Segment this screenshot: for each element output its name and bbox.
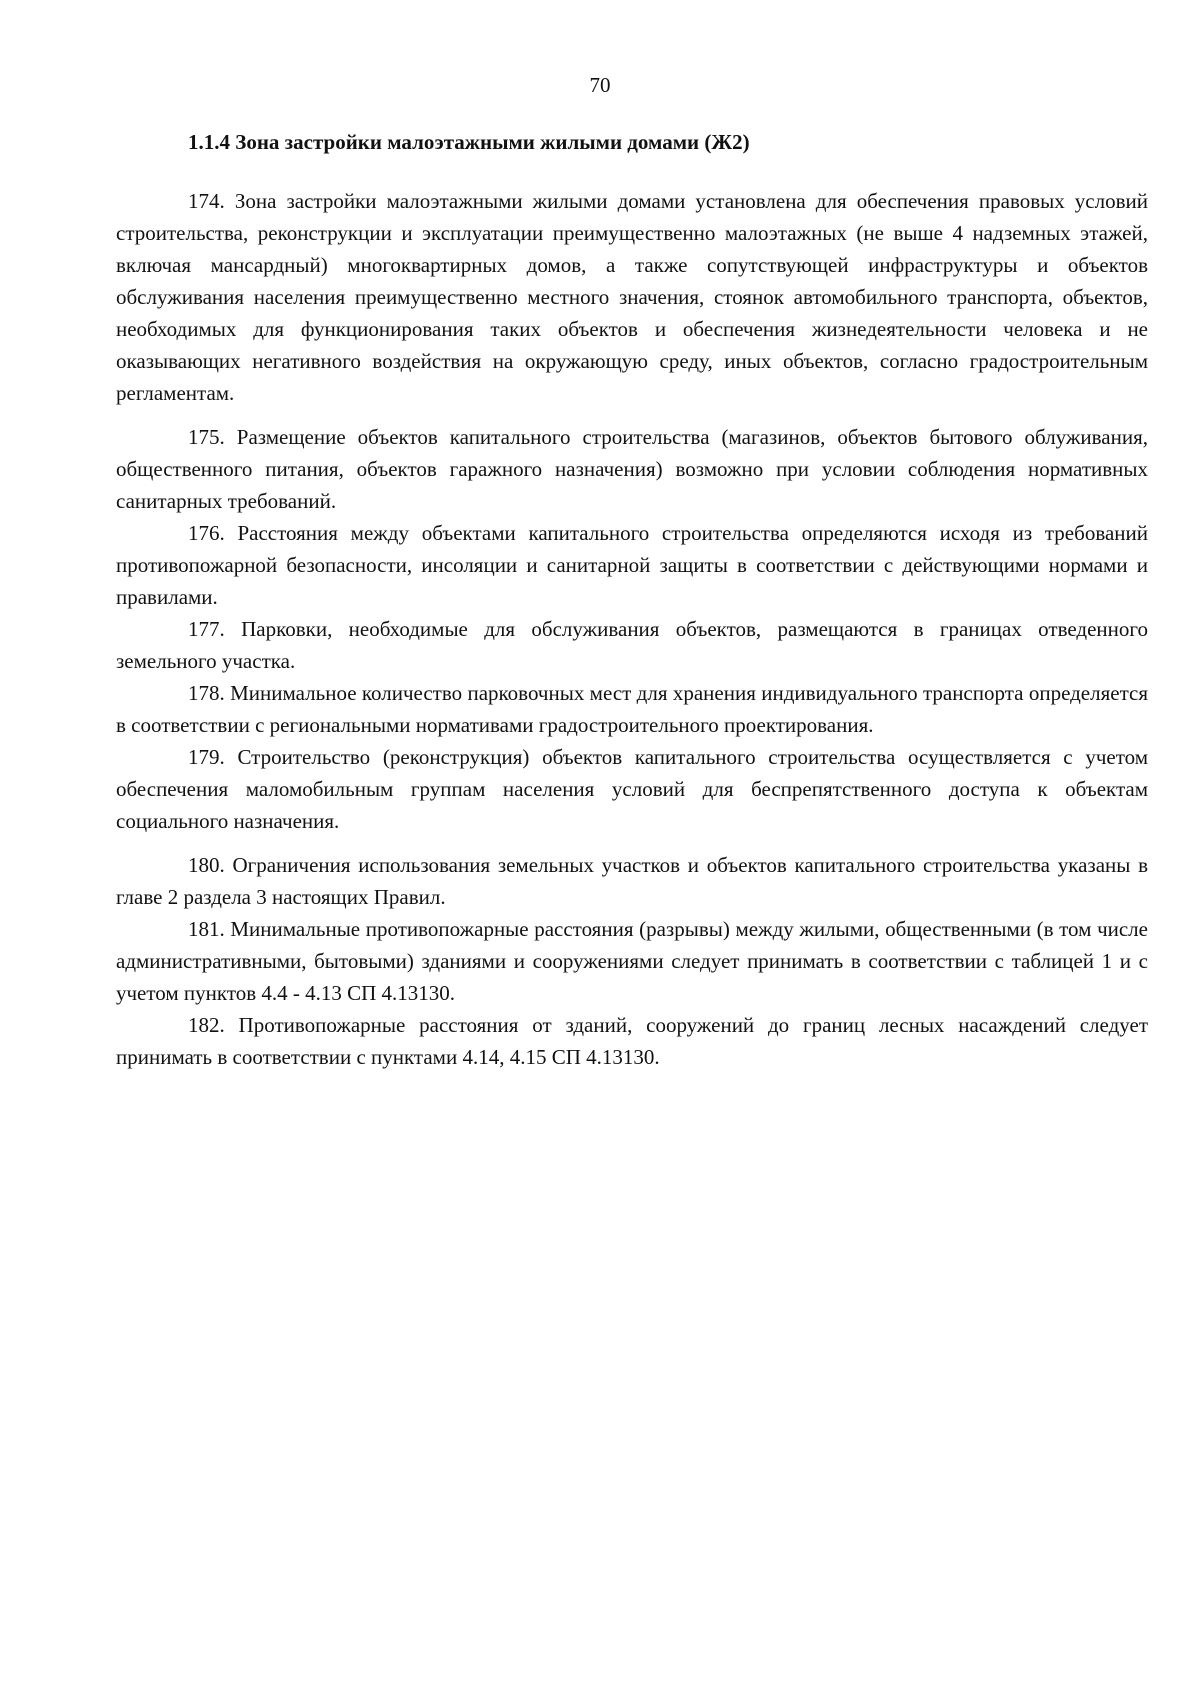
paragraph-177: 177. Парковки, необходимые для обслуживания объектов, размещаются в границах отведенного земельного участка. (116, 617, 1148, 673)
section-heading: 1.1.4 Зона застройки малоэтажными жилыми домами (Ж2) (188, 130, 750, 154)
paragraph-176: 176. Расстояния между объектами капитального строительства определяются исходя из требований противопожарной безопасности, инсоляции и санитарной защиты в соответствии с действующими нормами и правилами. (116, 521, 1148, 609)
paragraph-179: 179. Строительство (реконструкция) объектов капитального строительства осуществляется с учетом обеспечения маломобильным группам населения условий для беспрепятственного доступа к объектам социального назначения. (116, 745, 1148, 833)
paragraph-174: 174. Зона застройки малоэтажными жилыми домами установлена для обеспечения правовых условий строительства, реконструкции и эксплуатации преимущественно малоэтажных (не выше 4 надземных этажей, включая мансардный) многоквартирных домов, а также сопутствующей инфраструктуры и объектов обслуживания населения преимущественно местного значения, стоянок автомобильного транспорта, объектов, необходимых для функционирования таких объектов и обеспечения жизнедеятельности человека и не оказывающих негативного воздействия на окружающую среду, иных объектов, согласно градостроительным регламентам. (116, 189, 1148, 405)
paragraph-180: 180. Ограничения использования земельных участков и объектов капитального строительства указаны в главе 2 раздела 3 настоящих Правил. (116, 853, 1148, 909)
paragraph-175: 175. Размещение объектов капитального строительства (магазинов, объектов бытового облуживания, общественного питания, объектов гаражного назначения) возможно при условии соблюдения нормативных санитарных требований. (116, 425, 1148, 513)
page-number: 70 (589, 73, 611, 97)
body-text (116, 185, 1148, 1073)
paragraph-182: 182. Противопожарные расстояния от зданий, сооружений до границ лесных насаждений следует принимать в соответствии с пунктами 4.14, 4.15 СП 4.13130. (116, 1013, 1148, 1069)
paragraph-178: 178. Минимальное количество парковочных мест для хранения индивидуального транспорта определяется в соответствии с региональными нормативами градостроительного проектирования. (116, 681, 1148, 737)
paragraph-181: 181. Минимальные противопожарные расстояния (разрывы) между жилыми, общественными (в том числе административными, бытовыми) зданиями и сооружениями следует принимать в соответствии с таблицей 1 и с учетом пунктов 4.4 - 4.13 СП 4.13130. (116, 917, 1148, 1005)
